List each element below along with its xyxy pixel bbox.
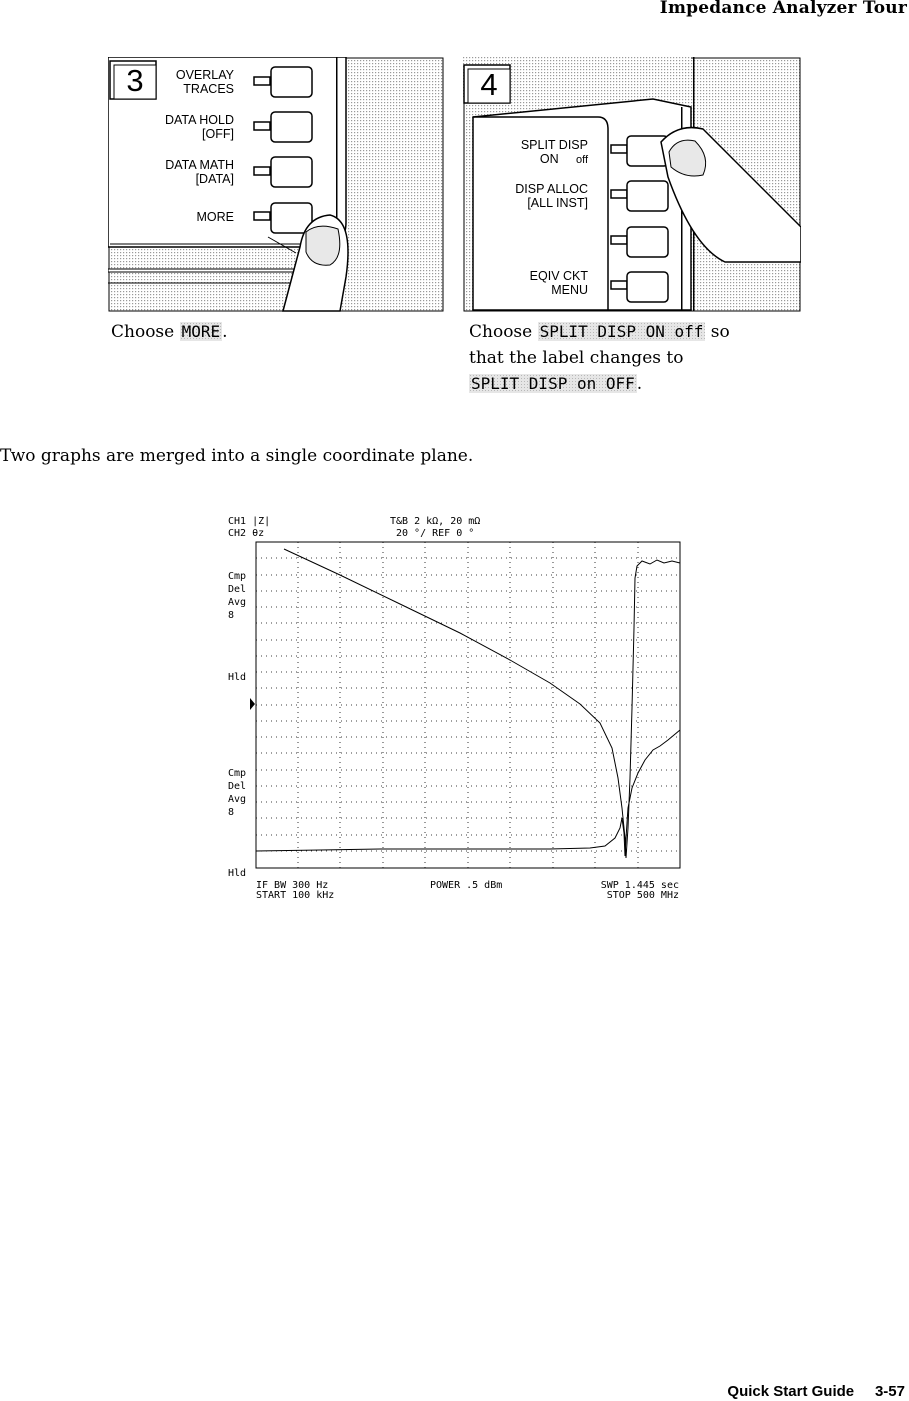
softkey-eqiv-ckt: EQIV CKT MENU <box>529 269 588 297</box>
status1-cmp: Cmp <box>228 571 247 582</box>
softkey-overlay-traces: OVERLAY TRACES <box>175 68 234 96</box>
graticule <box>256 542 680 868</box>
status2-cmp: Cmp <box>228 768 247 779</box>
start-label: START 100 kHz <box>256 890 335 901</box>
reference-marker <box>250 698 255 710</box>
status2-hld: Hld <box>228 868 247 879</box>
ch2-scale: 20 °/ REF 0 ° <box>396 528 475 539</box>
softkey-data-hold: DATA HOLD [OFF] <box>165 113 234 141</box>
status2-del: Del <box>228 781 247 792</box>
softkey-split-disp: SPLIT DISP ON off <box>520 138 588 166</box>
stop-label: STOP 500 MHz <box>606 890 679 901</box>
analyzer-screen <box>220 508 690 908</box>
softkey-more: MORE <box>196 210 234 224</box>
ch1-scale: T&B 2 kΩ, 20 mΩ <box>390 516 481 527</box>
step4-caption: Choose SPLIT DISP ON off so that the label changes to SPLIT DISP on OFF . <box>469 322 730 394</box>
more-key-label: MORE <box>181 322 221 341</box>
sweep-label: SWP 1.445 sec <box>600 880 679 891</box>
status1-avg: Avg <box>228 597 247 608</box>
page-header: Impedance Analyzer Tour <box>659 0 907 18</box>
status2-count: 8 <box>228 807 235 818</box>
status1-count: 8 <box>228 610 235 621</box>
status2-avg: Avg <box>228 794 247 805</box>
status1-hld: Hld <box>228 672 247 683</box>
step3-caption: Choose MORE . <box>111 322 228 342</box>
split-disp-off-key-label: SPLIT DISP on OFF <box>471 374 635 393</box>
page-footer: Quick Start Guide 3-57 <box>727 1383 905 1400</box>
power-label: POWER .5 dBm <box>430 880 503 891</box>
ifbw-label: IF BW 300 Hz <box>256 880 329 891</box>
status1-del: Del <box>228 584 247 595</box>
body-paragraph: Two graphs are merged into a single coordinate plane. <box>0 446 474 466</box>
ch2-label: CH2 θz <box>228 528 265 539</box>
softkey-disp-alloc: DISP ALLOC [ALL INST] <box>515 182 588 210</box>
step3-number: 3 <box>126 63 144 98</box>
softkey-data-math: DATA MATH [DATA] <box>165 158 234 186</box>
step4-number: 4 <box>480 67 498 102</box>
ch1-label: CH1 |Z| <box>228 516 271 527</box>
split-disp-on-key-label: SPLIT DISP ON off <box>539 322 704 341</box>
impedance-trace <box>284 549 680 858</box>
